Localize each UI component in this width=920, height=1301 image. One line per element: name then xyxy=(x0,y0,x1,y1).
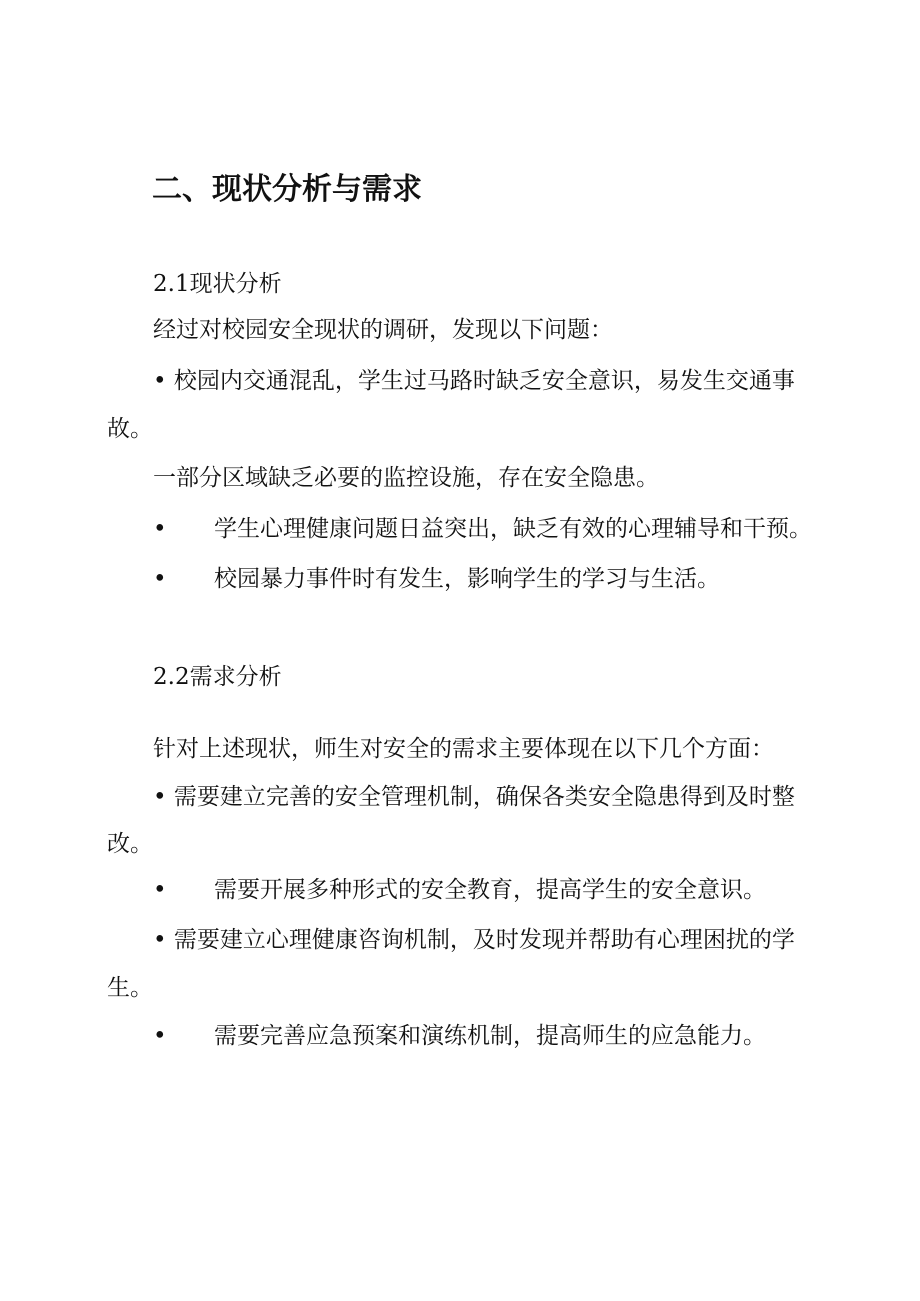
status-item-3: 学生心理健康问题日益突出，缺乏有效的心理辅导和干预。 xyxy=(214,516,812,542)
bullet-icon: • xyxy=(153,566,167,592)
needs-item-1-line-2: 改。 xyxy=(107,831,153,857)
needs-item-1-line-1: • 需要建立完善的安全管理机制，确保各类安全隐患得到及时整 xyxy=(153,784,795,810)
status-item-2: 一部分区域缺乏必要的监控设施，存在安全隐患。 xyxy=(153,465,659,491)
bullet-icon: • xyxy=(153,1023,167,1049)
needs-intro: 针对上述现状，师生对安全的需求主要体现在以下几个方面： xyxy=(153,736,774,762)
bullet-icon: • xyxy=(153,877,167,903)
needs-item-4: 需要完善应急预案和演练机制，提高师生的应急能力。 xyxy=(214,1023,766,1049)
needs-item-3-line-1: • 需要建立心理健康咨询机制，及时发现并帮助有心理困扰的学 xyxy=(153,927,795,953)
subsection-title-needs: 2.2需求分析 xyxy=(153,664,282,690)
needs-item-3-line-2: 生。 xyxy=(107,975,153,1001)
status-item-4: 校园暴力事件时有发生，影响学生的学习与生活。 xyxy=(214,566,720,592)
needs-item-2: 需要开展多种形式的安全教育，提高学生的安全意识。 xyxy=(214,877,766,903)
status-intro: 经过对校园安全现状的调研，发现以下问题： xyxy=(153,317,613,343)
bullet-icon: • xyxy=(153,516,167,542)
section-title: 二、现状分析与需求 xyxy=(152,172,422,207)
status-item-1-line-2: 故。 xyxy=(107,416,153,442)
status-item-1-line-1: • 校园内交通混乱，学生过马路时缺乏安全意识，易发生交通事 xyxy=(153,368,795,394)
subsection-title-status: 2.1现状分析 xyxy=(153,271,282,297)
